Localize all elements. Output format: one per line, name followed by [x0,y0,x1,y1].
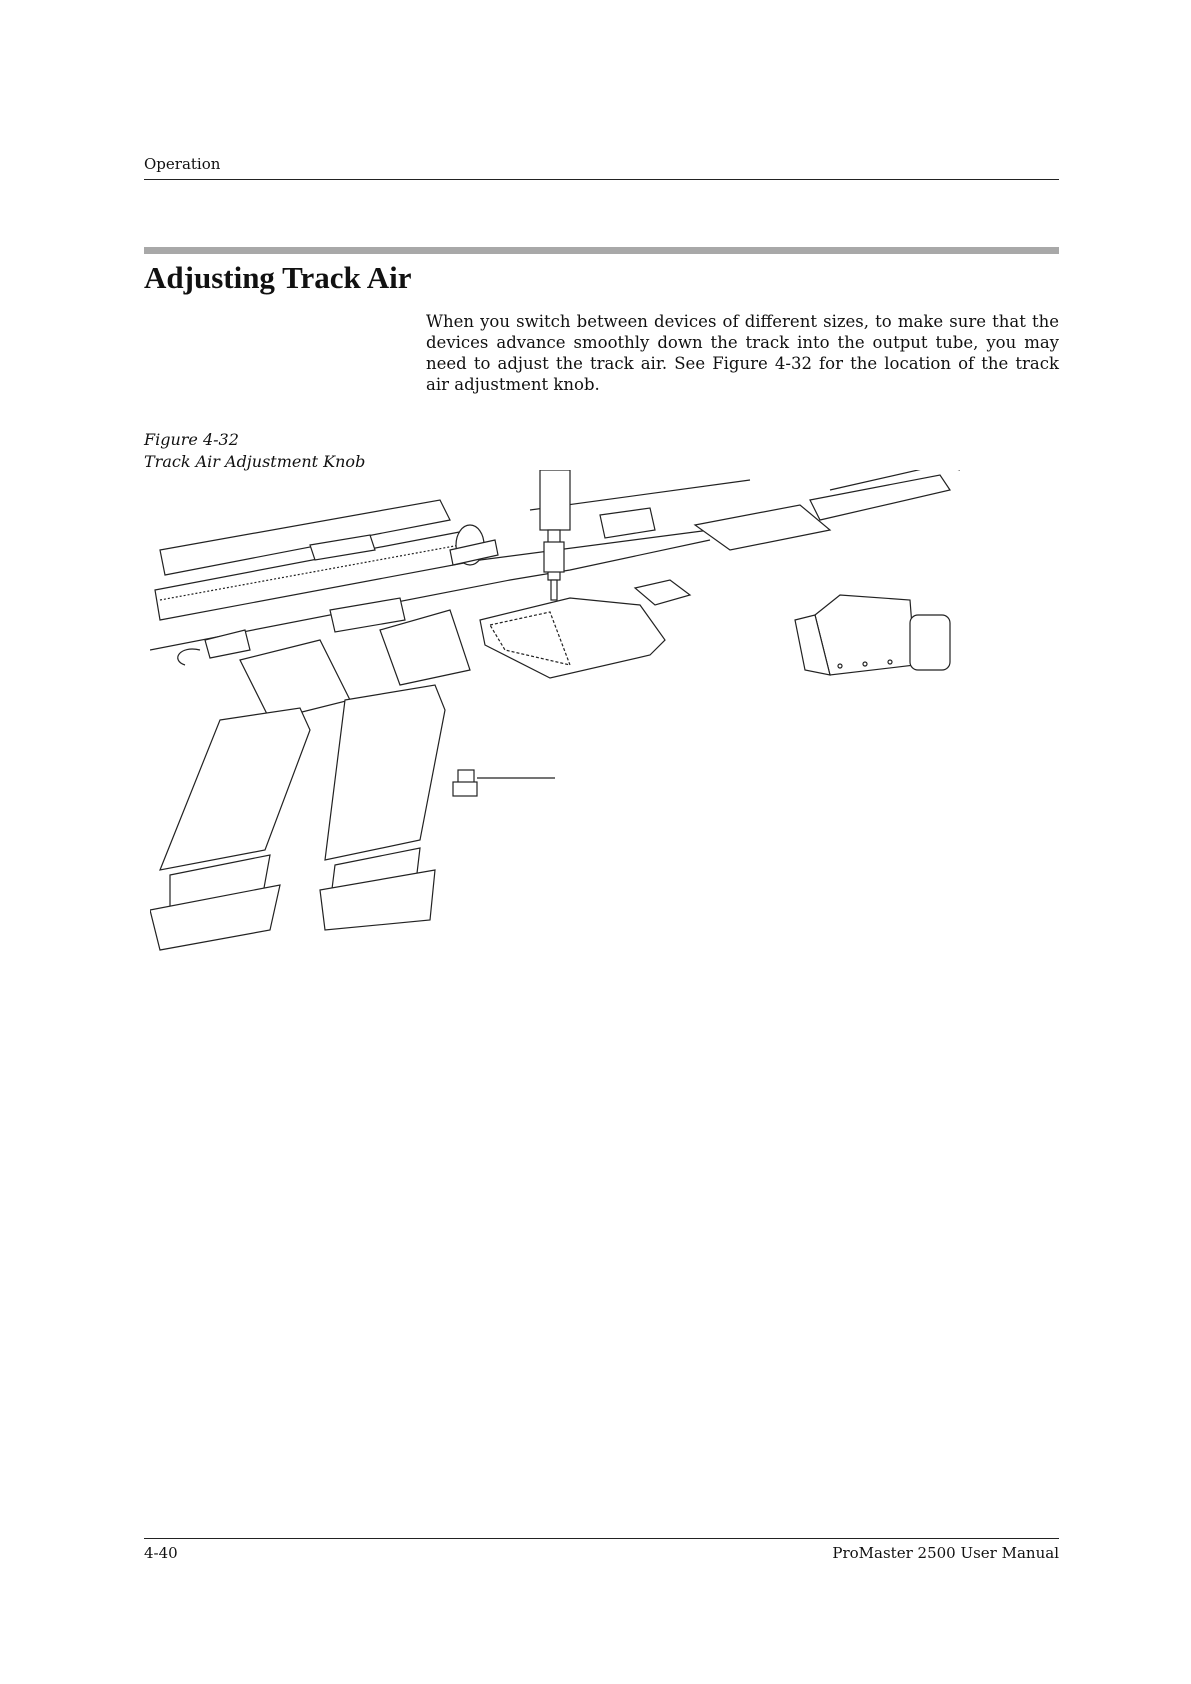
right-sled [320,610,470,930]
section-bar [144,247,1059,254]
nozzle-assembly [540,470,570,600]
left-sled [150,630,350,950]
footer-rule [144,1538,1059,1539]
running-header: Operation [144,155,221,173]
section-title: Adjusting Track Air [144,260,412,295]
output-plate [480,580,690,678]
figure-number: Figure 4-32 [144,430,239,449]
track-air-adjustment-knob [453,770,477,796]
header-rule [144,179,1059,180]
track-air-illustration [150,470,1050,980]
figure-title: Track Air Adjustment Knob [144,452,366,471]
figure-caption [144,429,365,473]
body-paragraph: When you switch between devices of different sizes, to make sure that the devices advance smoothly down the track into the output tube, you may need to adjust the track air. See Figure 4-32 for the location of the track air adjustment knob. [426,312,1059,394]
output-tube-block [795,595,950,675]
manual-title: ProMaster 2500 User Manual [832,1544,1059,1562]
page-number: 4-40 [144,1544,178,1562]
